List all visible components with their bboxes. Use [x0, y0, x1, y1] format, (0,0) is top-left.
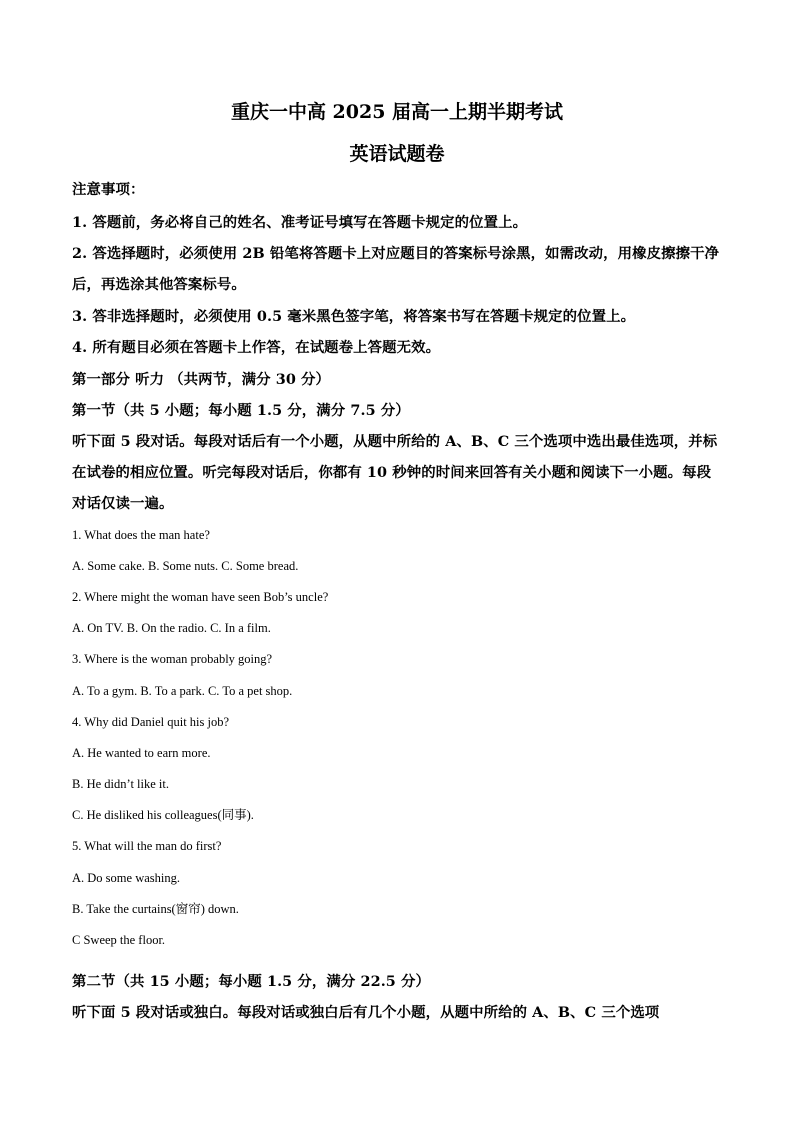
question-5-option-c: C Sweep the floor. [72, 933, 166, 947]
question-5-option-a: A. Do some washing. [72, 871, 180, 885]
question-5: 5. What will the man do first? [72, 839, 222, 853]
question-4-option-b: B. He didn’t like it. [72, 777, 169, 791]
part1-title: 第一部分 听力 （共两节，满分 30 分） [72, 371, 331, 388]
note-item-1: 1. 答题前，务必将自己的姓名、准考证号填写在答题卡规定的位置上。 [72, 214, 528, 231]
question-1: 1. What does the man hate? [72, 528, 210, 542]
question-3: 3. Where is the woman probably going? [72, 652, 273, 666]
question-1-options: A. Some cake. B. Some nuts. C. Some bread. [72, 559, 299, 573]
question-4-option-a: A. He wanted to earn more. [72, 746, 211, 760]
exam-subtitle: 英语试题卷 [349, 143, 445, 165]
note-item-3: 3. 答非选择题时，必须使用 0.5 毫米黑色签字笔，将答案书写在答题卡规定的位置上。 [72, 308, 636, 325]
question-3-options: A. To a gym. B. To a park. C. To a pet shop. [72, 684, 293, 698]
question-2: 2. Where might the woman have seen Bob’s uncle? [72, 590, 329, 604]
question-5-option-b: B. Take the curtains(窗帘) down. [72, 902, 239, 916]
note-item-2: 2. 答选择题时，必须使用 2B 铅笔将答题卡上对应题目的答案标号涂黑，如需改动，用橡皮擦擦干净后，再选涂其他答案标号。 [72, 245, 720, 293]
section2-instructions: 听下面 5 段对话或独白。每段对话或独白后有几个小题，从题中所给的 A、B、C 三个选项 [72, 1004, 660, 1021]
section1-title: 第一节（共 5 小题；每小题 1.5 分，满分 7.5 分） [72, 402, 410, 419]
question-2-options: A. On TV. B. On the radio. C. In a film. [72, 621, 271, 635]
section2-title: 第二节（共 15 小题；每小题 1.5 分，满分 22.5 分） [72, 973, 431, 990]
question-4: 4. Why did Daniel quit his job? [72, 715, 230, 729]
exam-title: 重庆一中高 2025 届高一上期半期考试 [230, 101, 564, 123]
notes-heading: 注意事项： [72, 181, 145, 198]
question-4-option-c: C. He disliked his colleagues(同事). [72, 808, 254, 822]
note-item-4: 4. 所有题目必须在答题卡上作答，在试题卷上答题无效。 [72, 339, 441, 356]
section1-instructions: 听下面 5 段对话。每段对话后有一个小题，从题中所给的 A、B、C 三个选项中选出最佳选项，并标在试卷的相应位置。听完每段对话后，你都有 10 秒钟的时间来回答有关小题和阅读下一小题。每段对话仅读一遍。 [72, 433, 718, 512]
